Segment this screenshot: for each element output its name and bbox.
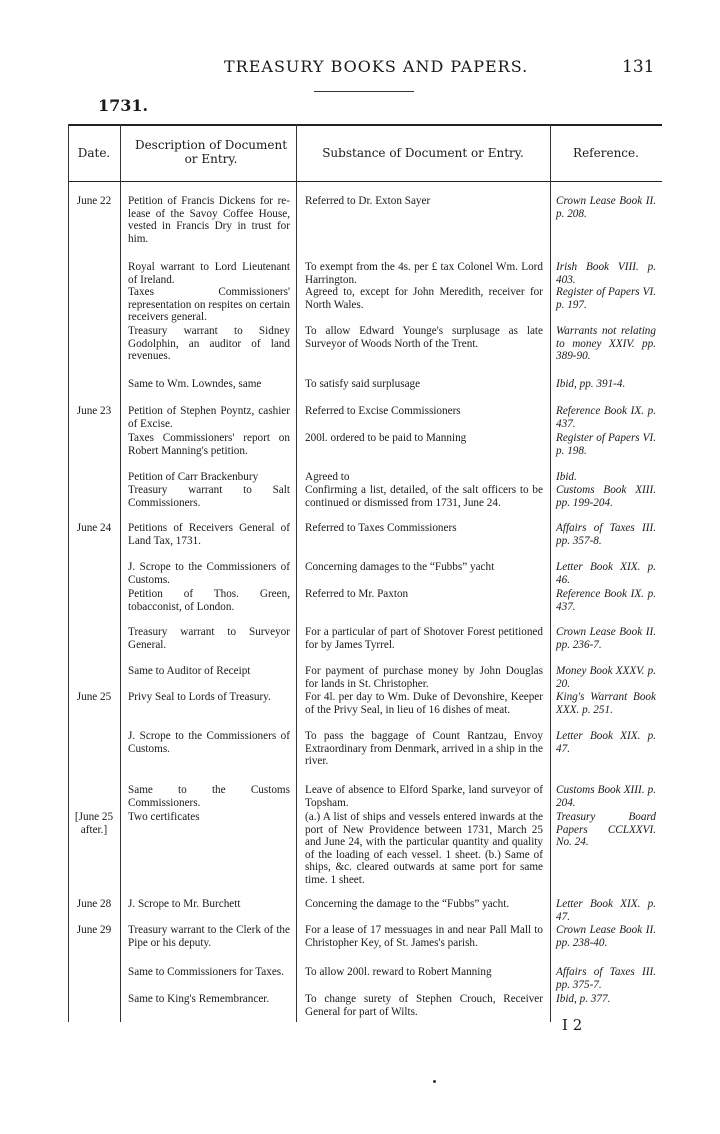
table-cell-date: June 28 [76,898,112,910]
table-cell-date: June 22 [76,195,112,207]
table-cell-reference: Reference Book IX. p. 437. [556,405,656,430]
table-cell-date: June 24 [76,522,112,534]
page-number: 131 [622,57,655,77]
column-header-reference: Reference. [573,146,639,160]
table-cell-description: J. Scrope to Mr. Burchett [128,898,241,910]
table-cell-reference: Letter Book XIX. p. 47. [556,898,656,923]
table-cell-reference: Reference Book IX. p. 437. [556,588,656,613]
table-cell-description: Taxes Commissioners' report on Robert Manning's petition. [128,432,290,457]
table-cell-date: [June 25 after.] [74,811,114,836]
table-cell-description: Treasury warrant to Sidney Godolphin, an auditor of land revenues. [128,325,290,363]
table-cell-substance: Referred to Excise Commissioners [305,405,461,417]
table-cell-description: Same to Commissioners for Taxes. [128,966,284,978]
table-cell-description: Treasury warrant to Salt Commissioners. [128,484,290,509]
table-cell-substance: Referred to Taxes Commissioners [305,522,457,534]
table-cell-reference: Affairs of Taxes III. pp. 357-8. [556,522,656,547]
table-cell-reference: Register of Papers VI. p. 197. [556,286,656,311]
table-cell-substance: (a.) A list of ships and vessels entered inwards at the port of New Providence between 1731, March 25 and June 24, with the particular quantity and quality of the loading of each vessel. 1 sheet. (b.) Same of ships, &c. cleared outwards at same port for same time. 1 sheet. [305,811,543,886]
header-rule [314,91,414,92]
table-cell-reference: Ibid. [556,471,577,483]
table-cell-reference: Crown Lease Book II. pp. 238-40. [556,924,656,949]
table-cell-substance: Agreed to, except for John Meredith, receiver for North Wales. [305,286,543,311]
signature-mark: I 2 [562,1016,583,1034]
table-cell-description: Same to Wm. Lowndes, same [128,378,262,390]
column-divider-description [296,124,297,1022]
table-cell-reference: Ibid, p. 377. [556,993,611,1005]
table-cell-substance: To change surety of Stephen Crouch, Receiver General for part of Wilts. [305,993,543,1018]
table-cell-reference: King's Warrant Book XXX. p. 251. [556,691,656,716]
table-cell-substance: To pass the baggage of Count Rantzau, Envoy Extraordinary from Denmark, arrived in a ship in the river. [305,730,543,768]
table-cell-substance: Agreed to [305,471,350,483]
table-cell-description: Treasury warrant to the Clerk of the Pipe or his deputy. [128,924,290,949]
table-cell-substance: To allow Edward Younge's surplusage as late Surveyor of Woods North of the Trent. [305,325,543,350]
table-cell-description: Petition of Carr Brackenbury [128,471,259,483]
table-cell-substance: To allow 200l. reward to Robert Manning [305,966,492,978]
table-cell-description: Two certificates [128,811,200,823]
table-cell-description: Petition of Thos. Green, tobacconist, of London. [128,588,290,613]
table-cell-description: J. Scrope to the Commissioners of Customs. [128,730,290,755]
table-top-rule [68,124,662,126]
table-cell-substance: Referred to Mr. Paxton [305,588,409,600]
table-cell-description: J. Scrope to the Commissioners of Customs. [128,561,290,586]
table-cell-substance: For a particular of part of Shotover Forest petitioned for by James Tyrrel. [305,626,543,651]
table-cell-description: Petition of Stephen Poyntz, cashier of Excise. [128,405,290,430]
table-cell-description: Royal warrant to Lord Lieutenant of Ireland. [128,261,290,286]
year-heading: 1731. [98,96,149,115]
table-cell-substance: To exempt from the 4s. per £ tax Colonel Wm. Lord Harrington. [305,261,543,286]
table-cell-substance: To satisfy said surplusage [305,378,421,390]
table-cell-reference: Treasury Board Papers CCLXXVI. No. 24. [556,811,656,849]
table-cell-substance: Referred to Dr. Exton Sayer [305,195,431,207]
table-cell-reference: Letter Book XIX. p. 47. [556,730,656,755]
table-cell-substance: For payment of purchase money by John Douglas for lands in St. Christopher. [305,665,543,690]
table-cell-description: Same to King's Remembrancer. [128,993,270,1005]
table-cell-description: Same to Auditor of Receipt [128,665,251,677]
table-cell-reference: Warrants not relating to money XXIV. pp. 389-90. [556,325,656,363]
table-cell-date: June 25 [76,691,112,703]
column-header-substance: Substance of Document or Entry. [322,146,524,160]
table-cell-description: Treasury warrant to Surveyor General. [128,626,290,651]
table-cell-reference: Affairs of Taxes III. pp. 375-7. [556,966,656,991]
table-cell-substance: Confirming a list, detailed, of the salt officers to be continued or dismissed from 1731, June 24. [305,484,543,509]
printer-dot [433,1080,436,1083]
page-header [0,57,720,81]
table-cell-substance: Concerning the damage to the “Fubbs” yacht. [305,898,510,910]
table-cell-description: Same to the Customs Commissioners. [128,784,290,809]
column-divider-substance [550,124,551,1022]
running-title: TREASURY BOOKS AND PAPERS. [224,57,529,76]
column-header-description: Description of Document or Entry. [134,138,288,166]
table-cell-reference: Crown Lease Book II. pp. 236-7. [556,626,656,651]
table-cell-substance: Concerning damages to the “Fubbs” yacht [305,561,495,573]
table-cell-reference: Register of Papers VI. p. 198. [556,432,656,457]
table-cell-substance: For a lease of 17 messuages in and near Pall Mall to Christopher Key, of St. James's parish. [305,924,543,949]
table-cell-reference: Crown Lease Book II. p. 208. [556,195,656,220]
table-cell-substance: 200l. ordered to be paid to Manning [305,432,467,444]
table-cell-description: Petition of Francis Dickens for re-lease of the Savoy Coffee House, vested in Francis Dry in trust for him. [128,195,290,245]
table-cell-reference: Money Book XXXV. p. 20. [556,665,656,690]
table-cell-substance: Leave of absence to Elford Sparke, land surveyor of Topsham. [305,784,543,809]
table-cell-reference: Irish Book VIII. p. 403. [556,261,656,286]
table-cell-reference: Customs Book XIII. pp. 199-204. [556,484,656,509]
table-head-rule [68,181,662,182]
table-cell-description: Petitions of Receivers General of Land Tax, 1731. [128,522,290,547]
table-cell-reference: Ibid, pp. 391-4. [556,378,626,390]
column-divider-date [120,124,121,1022]
table-cell-reference: Customs Book XIII. p. 204. [556,784,656,809]
table-cell-substance: For 4l. per day to Wm. Duke of Devonshire, Keeper of the Privy Seal, in lieu of 16 dishes of meat. [305,691,543,716]
column-header-date: Date. [77,146,111,160]
table-cell-date: June 23 [76,405,112,417]
table-border-left [68,124,69,1022]
table-cell-description: Privy Seal to Lords of Treasury. [128,691,271,703]
table-cell-date: June 29 [76,924,112,936]
table-cell-description: Taxes Commissioners' representation on respites on certain receivers general. [128,286,290,324]
table-cell-reference: Letter Book XIX. p. 46. [556,561,656,586]
